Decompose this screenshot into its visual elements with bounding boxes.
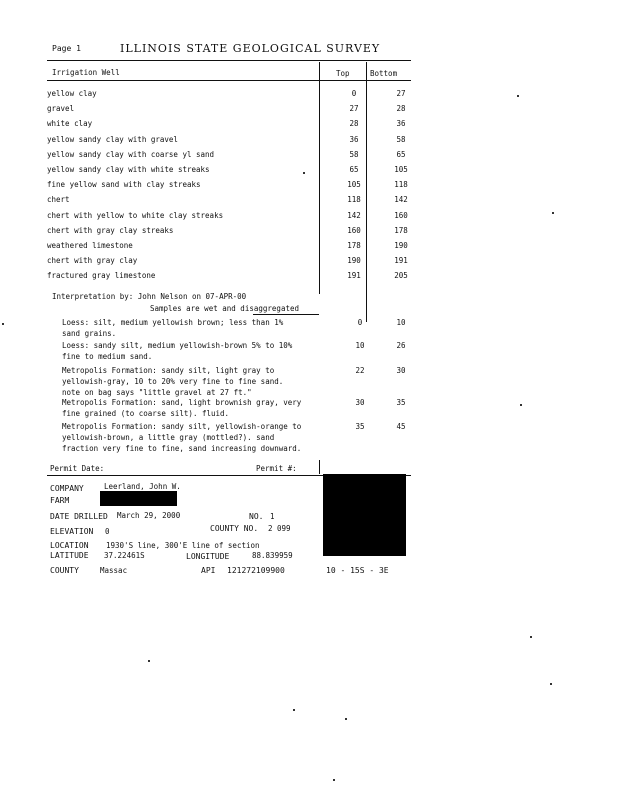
stratum-top: 191 [347, 271, 361, 280]
county-no-label: COUNTY NO. [210, 524, 259, 533]
column-top-header: Top [336, 69, 350, 78]
location-value: 1930'S line, 300'E line of section [106, 541, 260, 550]
scan-speck [2, 323, 4, 325]
interpretation-line: Metropolis Formation: sand, light brownish gray, very [62, 398, 302, 407]
stratum-description: fine yellow sand with clay streaks [47, 180, 201, 189]
interpretation-bottom: 30 [396, 366, 406, 375]
longitude-value: 88.839959 [252, 551, 293, 560]
scan-speck [148, 660, 150, 662]
stratum-description: fractured gray limestone [47, 271, 156, 280]
stratum-description: chert with yellow to white clay streaks [47, 211, 224, 220]
stratum-description: chert [47, 195, 70, 204]
stratum-top: 178 [347, 241, 361, 250]
stratum-description: gravel [47, 104, 75, 113]
longitude-label: LONGITUDE [186, 552, 230, 561]
interpretation-bottom: 35 [396, 398, 406, 407]
stratum-description: yellow sandy clay with coarse yl sand [47, 150, 215, 159]
interpretation-line: fraction very fine to fine, sand increasing downward. [62, 444, 302, 453]
stratum-bottom: 142 [394, 195, 408, 204]
interpretation-top: 0 [357, 318, 363, 327]
scan-speck [293, 709, 295, 711]
interpretation-line: Loess: silt, medium yellowish brown; less than 1% [62, 318, 284, 327]
farm-label: FARM [50, 496, 70, 505]
scan-speck [520, 404, 522, 406]
interpretation-line: Metropolis Formation: sandy silt, yellowish-orange to [62, 422, 302, 431]
header-rule-top [47, 60, 411, 61]
stratum-bottom: 205 [394, 271, 408, 280]
stratum-description: weathered limestone [47, 241, 133, 250]
stratum-description: yellow sandy clay with white streaks [47, 165, 210, 174]
scan-speck [303, 172, 305, 174]
date-drilled-label: DATE DRILLED [50, 512, 108, 521]
stratum-bottom: 191 [394, 256, 408, 265]
stratum-description: chert with gray clay [47, 256, 138, 265]
stratum-bottom: 118 [394, 180, 408, 189]
interpretation-line: note on bag says "little gravel at 27 ft." [62, 388, 252, 397]
interpretation-bottom: 45 [396, 422, 406, 431]
company-value: Leerland, John W. [104, 482, 181, 491]
permit-number-label: Permit #: [256, 464, 297, 473]
interpretation-top: 22 [355, 366, 365, 375]
county-no-value: 2 099 [268, 524, 291, 533]
stratum-description: yellow sandy clay with gravel [47, 135, 178, 144]
scan-speck [333, 779, 335, 781]
stratum-bottom: 65 [396, 150, 406, 159]
stratum-top: 58 [349, 150, 359, 159]
elevation-value: 0 [105, 527, 110, 536]
samples-underline [253, 314, 319, 315]
stratum-description: chert with gray clay streaks [47, 226, 174, 235]
stratum-bottom: 178 [394, 226, 408, 235]
stratum-bottom: 190 [394, 241, 408, 250]
interpretation-line: yellowish-brown, a little gray (mottled?). sand [62, 433, 275, 442]
elevation-label: ELEVATION [50, 527, 94, 536]
scan-speck [530, 636, 532, 638]
latitude-label: LATITUDE [50, 551, 89, 560]
no-label: NO. [249, 512, 264, 521]
stratum-top: 0 [351, 89, 357, 98]
interpretation-line: yellowish-gray, 10 to 20% very fine to fine sand. [62, 377, 284, 386]
interpretation-line: Loess: sandy silt, medium yellowish-brown 5% to 10% [62, 341, 293, 350]
interpretation-top: 30 [355, 398, 365, 407]
date-drilled-value: March 29, 2000 [117, 511, 181, 520]
scan-speck [345, 718, 347, 720]
interpretation-bottom: 10 [396, 318, 406, 327]
interpretation-line: fine to medium sand. [62, 352, 153, 361]
no-value: 1 [270, 512, 275, 521]
redaction-block-farm [100, 491, 177, 506]
api-label: API [201, 566, 216, 575]
county-label: COUNTY [50, 566, 79, 575]
stratum-top: 142 [347, 211, 361, 220]
company-label: COMPANY [50, 484, 84, 493]
interpretation-bottom: 26 [396, 341, 406, 350]
stratum-bottom: 58 [396, 135, 406, 144]
stratum-top: 160 [347, 226, 361, 235]
stratum-description: white clay [47, 119, 93, 128]
stratum-description: yellow clay [47, 89, 97, 98]
stratum-top: 190 [347, 256, 361, 265]
survey-title: ILLINOIS STATE GEOLOGICAL SURVEY [120, 42, 381, 55]
stratum-bottom: 27 [396, 89, 406, 98]
scan-speck [550, 683, 552, 685]
column-bottom-header: Bottom [370, 69, 398, 78]
page-label: Page 1 [52, 44, 81, 53]
latitude-value: 37.22461S [104, 551, 145, 560]
stratum-top: 118 [347, 195, 361, 204]
stratum-top: 65 [349, 165, 359, 174]
stratum-bottom: 36 [396, 119, 406, 128]
stratum-top: 36 [349, 135, 359, 144]
stratum-top: 28 [349, 119, 359, 128]
stratum-bottom: 160 [394, 211, 408, 220]
location-label: LOCATION [50, 541, 89, 550]
interpretation-line: fine grained (to coarse silt). fluid. [62, 409, 230, 418]
county-value: Massac [100, 566, 128, 575]
scan-speck [517, 95, 519, 97]
column-divider-left [319, 62, 320, 294]
header-rule-bottom [47, 80, 411, 81]
stratum-top: 105 [347, 180, 361, 189]
township-range: 10 - 15S - 3E [326, 566, 389, 575]
stratum-bottom: 28 [396, 104, 406, 113]
stratum-bottom: 105 [394, 165, 408, 174]
interpretation-line: Metropolis Formation: sandy silt, light gray to [62, 366, 275, 375]
well-type: Irrigation Well [52, 68, 120, 77]
interpretation-top: 35 [355, 422, 365, 431]
permit-date-label: Permit Date: [50, 464, 105, 473]
interpretation-line: sand grains. [62, 329, 117, 338]
interpretation-top: 10 [355, 341, 365, 350]
column-divider-tail [319, 460, 320, 474]
stratum-top: 27 [349, 104, 359, 113]
interpretation-by: Interpretation by: John Nelson on 07-APR-00 [52, 292, 247, 301]
api-value: 121272109900 [227, 566, 285, 575]
redaction-block-large [323, 474, 406, 556]
scan-speck [552, 212, 554, 214]
samples-note: Samples are wet and disaggregated [150, 304, 300, 313]
